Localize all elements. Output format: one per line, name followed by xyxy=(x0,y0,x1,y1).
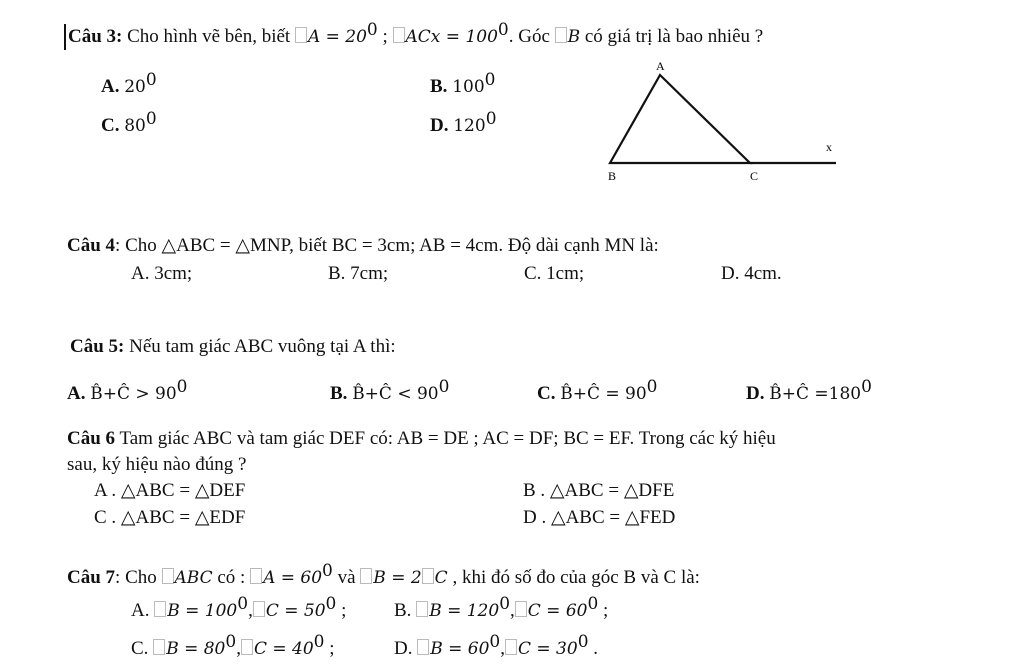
margin-bar xyxy=(64,24,66,50)
q7-option-b[interactable]: B. $B = 120^0$, $C = 60^0$ ; xyxy=(394,594,609,621)
q6-option-a[interactable]: A . △ABC = △DEF xyxy=(94,480,246,501)
q3-option-c[interactable]: C. $80^0$ xyxy=(101,109,157,136)
missing-glyph-icon xyxy=(515,601,527,617)
missing-glyph-icon xyxy=(417,639,429,655)
missing-glyph-icon xyxy=(393,27,405,43)
missing-glyph-icon xyxy=(162,568,174,584)
q3-option-d[interactable]: D. $120^0$ xyxy=(430,109,497,136)
q3-option-b[interactable]: B. $100^0$ xyxy=(430,70,496,97)
q4-option-d[interactable]: D. 4cm. xyxy=(721,263,782,284)
q4-option-b[interactable]: B. 7cm; xyxy=(328,263,389,284)
missing-glyph-icon xyxy=(253,601,265,617)
missing-glyph-icon xyxy=(505,639,517,655)
missing-glyph-icon xyxy=(416,601,428,617)
missing-glyph-icon xyxy=(153,639,165,655)
missing-glyph-icon xyxy=(555,27,567,43)
q4-option-c[interactable]: C. 1cm; xyxy=(524,263,585,284)
q7-label: Câu 7 xyxy=(67,567,116,588)
missing-glyph-icon xyxy=(422,568,434,584)
q7-option-d[interactable]: D. $B = 60^0$, $C = 30^0$ . xyxy=(394,632,599,659)
q5-option-d[interactable]: D. B̂+Ĉ $=180^0$ xyxy=(746,377,872,404)
q3-stem: Câu 3: Cho hình vẽ bên, biết $A = 20^0$ ; ACx = $100^0$. Góc B có giá trị là bao nhiêu ? xyxy=(68,20,764,47)
q3-label: Câu 3: xyxy=(68,26,123,47)
q7-option-a[interactable]: A. $B = 100^0$, $C = 50^0$ ; xyxy=(131,594,347,621)
missing-glyph-icon xyxy=(360,568,372,584)
q5-option-c[interactable]: C. B̂+Ĉ = $90^0$ xyxy=(537,377,658,404)
q4-stem: Câu 4: Cho △ABC = △MNP, biết BC = 3cm; AB = 4cm. Độ dài cạnh MN là: xyxy=(67,235,659,256)
q4-label: Câu 4 xyxy=(67,235,116,256)
missing-glyph-icon xyxy=(250,568,262,584)
missing-glyph-icon xyxy=(295,27,307,43)
q7-option-c[interactable]: C. $B = 80^0$, $C = 40^0$ ; xyxy=(131,632,335,659)
label-x: x xyxy=(826,140,832,154)
q5-stem: Câu 5: Nếu tam giác ABC vuông tại A thì: xyxy=(70,336,396,357)
q5-label: Câu 5: xyxy=(70,336,125,357)
q6-option-c[interactable]: C . △ABC = △EDF xyxy=(94,507,246,528)
q6-label: Câu 6 xyxy=(67,428,116,449)
triangle-abc xyxy=(610,75,750,163)
q6-option-b[interactable]: B . △ABC = △DFE xyxy=(523,480,675,501)
triangle-figure xyxy=(600,55,850,185)
q6-stem-line1: Câu 6 Tam giác ABC và tam giác DEF có: AB = DE ; AC = DF; BC = EF. Trong các ký hiệu xyxy=(67,428,776,449)
q6-option-d[interactable]: D . △ABC = △FED xyxy=(523,507,676,528)
q6-stem-line2: sau, ký hiệu nào đúng ? xyxy=(67,454,247,475)
missing-glyph-icon xyxy=(241,639,253,655)
missing-glyph-icon xyxy=(154,601,166,617)
q3-option-a[interactable]: A. $20^0$ xyxy=(101,70,157,97)
label-b: B xyxy=(608,169,617,183)
label-c: C xyxy=(750,169,759,183)
q7-stem: Câu 7: Cho ABC có : $A = 60^0$ và B = 2 C , khi đó số đo của góc B và C là: xyxy=(67,561,700,588)
q4-option-a[interactable]: A. 3cm; xyxy=(131,263,193,284)
q5-option-b[interactable]: B. B̂+Ĉ < $90^0$ xyxy=(330,377,450,404)
label-a: A xyxy=(656,59,665,73)
q5-option-a[interactable]: A. B̂+Ĉ > $90^0$ xyxy=(67,377,188,404)
